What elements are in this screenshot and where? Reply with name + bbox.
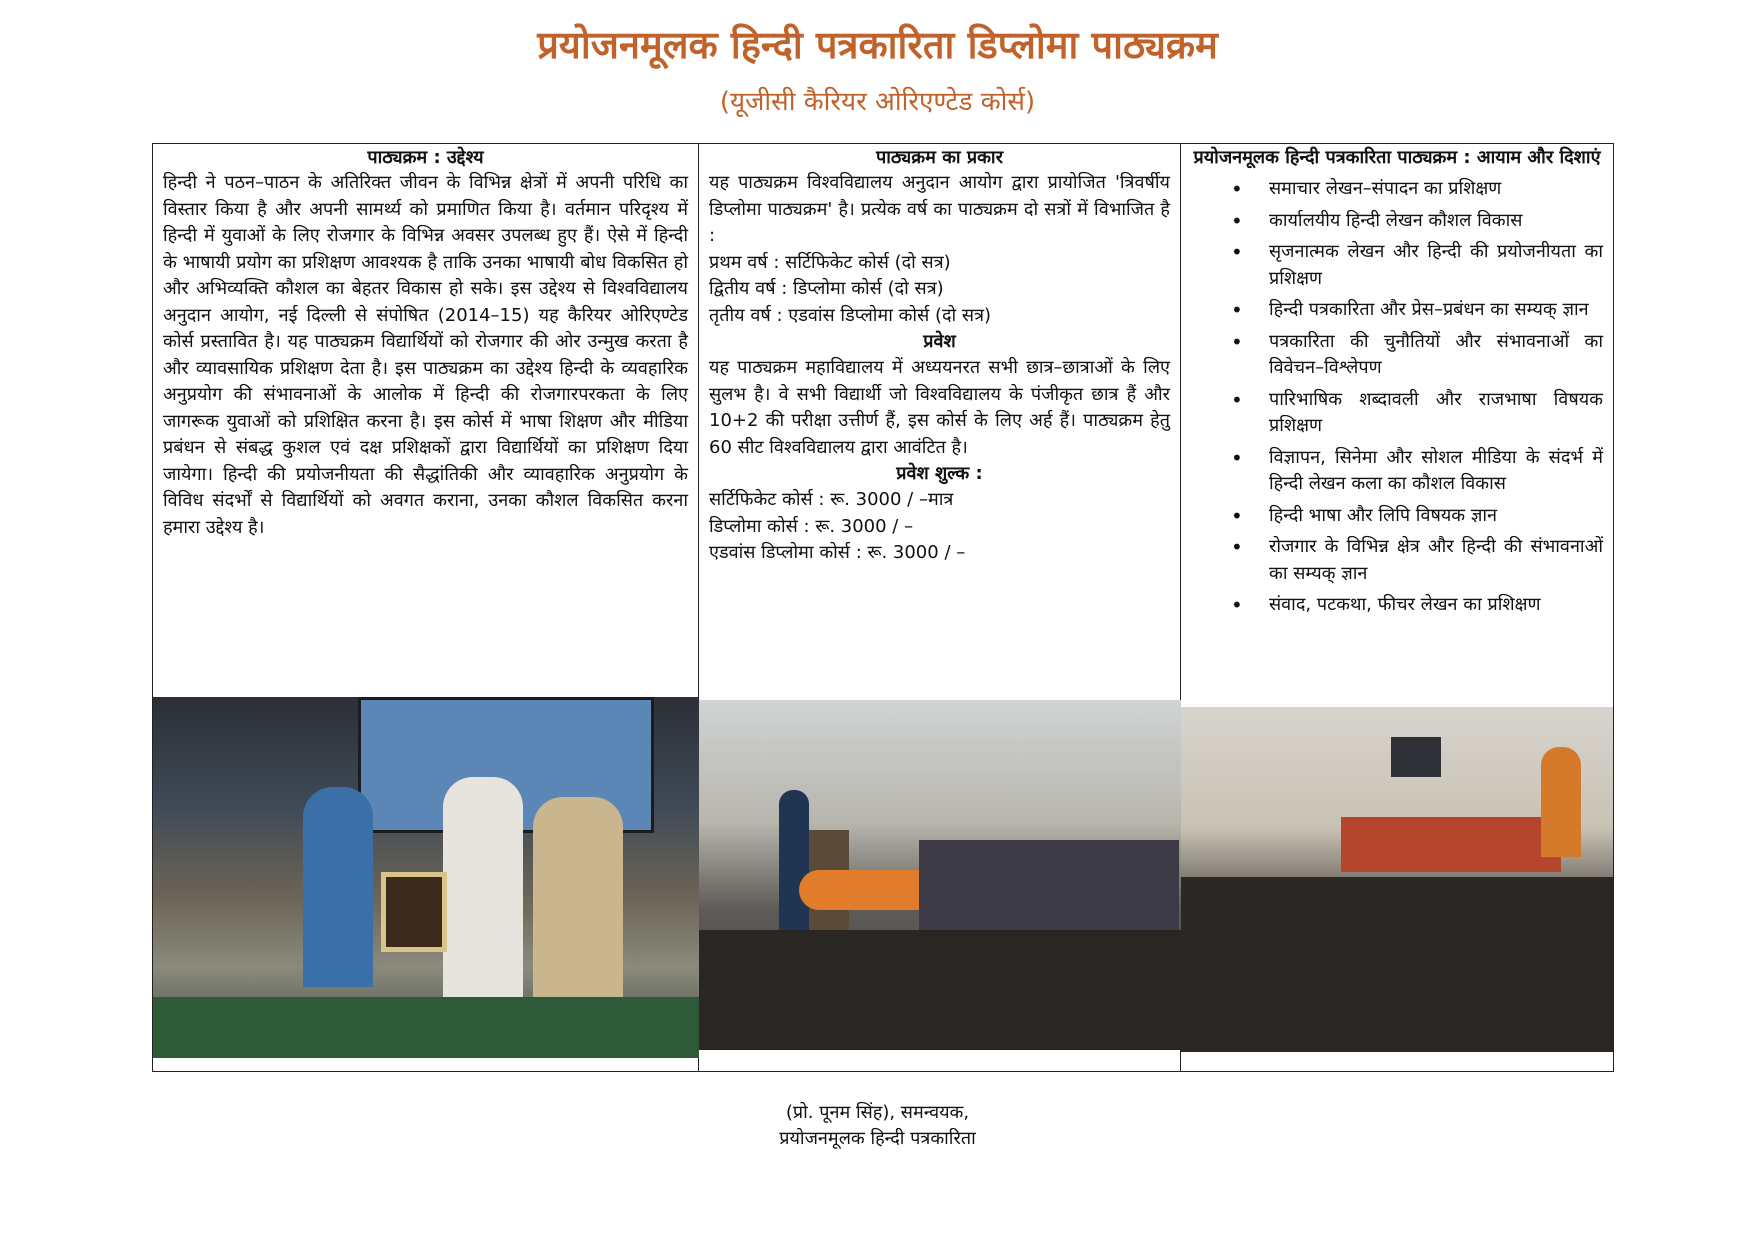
- fee-line: सर्टिफिकेट कोर्स : रू. 3000 / –मात्र: [709, 489, 954, 510]
- list-item: • समाचार लेखन–संपादन का प्रशिक्षण: [1231, 177, 1502, 201]
- year-line: द्वितीय वर्ष : डिप्लोमा कोर्स (दो सत्र): [709, 278, 944, 299]
- bullet-icon: •: [1231, 387, 1243, 412]
- admission-heading: प्रवेश: [923, 331, 956, 352]
- fee-line: डिप्लोमा कोर्स : रू. 3000 / –: [709, 515, 914, 537]
- content-table: [152, 143, 1614, 1072]
- list-item: • सृजनात्मक लेखन और हिन्दी की प्रयोजनीयता का प्रशिक्षण: [1231, 240, 1603, 289]
- signature-block: [0, 1100, 1755, 1152]
- fee-heading: प्रवेश शुल्क :: [896, 463, 983, 484]
- course-type-intro: यह पाठ्यक्रम विश्वविद्यालय अनुदान आयोग द्वारा प्रायोजित 'त्रिवर्षीय डिप्लोमा पाठ्यक्रम' है। प्रत्येक वर्ष का पाठ्यक्रम दो सत्रों में विभाजित है :: [709, 172, 1170, 246]
- list-item: • विज्ञापन, सिनेमा और सोशल मीडिया के संदर्भ में हिन्दी लेखन कला का कौशल विकास: [1231, 445, 1603, 494]
- coordinator-name: (प्रो. पूनम सिंह), समन्वयक,: [785, 1102, 970, 1123]
- list-item: • पारिभाषिक शब्दावली और राजभाषा विषयक प्रशिक्षण: [1231, 387, 1603, 436]
- bullet-icon: •: [1231, 535, 1243, 559]
- objective-paragraph: हिन्दी ने पठन–पाठन के अतिरिक्त जीवन के विभिन्न क्षेत्रों में अपनी परिधि का विस्तार किया है और अपनी सामर्थ्य को प्रमाणित किया है। वर्तमान परिदृश्य में हिन्दी में युवाओं के लिए रोजगार के विभिन्न अवसर उपलब्ध हुए हैं। ऐसे में हिन्दी के भाषायी प्रयोग का प्रशिक्षण आवश्यक है ताकि उनका भाषायी बोध विकसित हो और अभिव्यक्ति कौशल का बेहतर विकास हो सके। इस उद्देश्य से विश्वविद्यालय अनुदान आयोग, नई दिल्ली से संपोषित (2014–15) यह कैरियर ओरिएण्टेड कोर्स प्रस्तावित है। यह पाठ्यक्रम विद्यार्थियों को रोजगार की ओर उन्मुख करता है और व्यावसायिक प्रशिक्षण देता है। इस पाठ्यक्रम का उद्देश्य हिन्दी के व्यवहारिक अनुप्रयोग की संभावनाओं के आलोक में हिन्दी की रोजगारपरकता के लिए जागरूक युवाओं को प्रशिक्षित करना है। इस कोर्स में भाषा शिक्षण और मीडिया प्रबंधन से संबद्ध कुशल एवं दक्ष प्रशिक्षकों द्वारा विद्यार्थियों का प्रशिक्षण दिया जायेगा। हिन्दी की प्रयोजनीयता की सैद्धांतिकी और व्यावहारिक अनुप्रयोग के विविध संदर्भों से विद्यार्थियों को अवगत कराना, उनका कौशल विकसित करना हमारा उद्देश्य है।: [163, 172, 688, 538]
- objective-column: [153, 144, 699, 1071]
- bullet-icon: •: [1231, 593, 1243, 617]
- bullet-icon: •: [1231, 298, 1243, 322]
- list-item: • हिन्दी पत्रकारिता और प्रेस–प्रबंधन का सम्यक् ज्ञान: [1231, 298, 1589, 322]
- list-item: • कार्यालयीय हिन्दी लेखन कौशल विकास: [1231, 208, 1523, 233]
- document-subtitle: (यूजीसी कैरियर ओरिएण्टेड कोर्स): [719, 87, 1036, 117]
- course-type-column: [699, 144, 1181, 1071]
- bullet-icon: •: [1231, 208, 1243, 233]
- year-line: तृतीय वर्ष : एडवांस डिप्लोमा कोर्स (दो सत्र): [709, 304, 992, 326]
- dimensions-column: [1181, 144, 1613, 1071]
- felicitation-photo: [153, 697, 699, 1058]
- dimensions-list: [1181, 176, 1613, 619]
- bullet-icon: •: [1231, 177, 1243, 201]
- course-type-text: [699, 170, 1180, 567]
- objective-heading: पाठ्यक्रम : उद्देश्य: [367, 147, 484, 168]
- course-type-heading: पाठ्यक्रम का प्रकार: [876, 147, 1003, 168]
- year-line: प्रथम वर्ष : सर्टिफिकेट कोर्स (दो सत्र): [709, 251, 951, 273]
- list-item: • संवाद, पटकथा, फीचर लेखन का प्रशिक्षण: [1231, 593, 1541, 617]
- admission-text: यह पाठ्यक्रम महाविद्यालय में अध्ययनरत सभी छात्र–छात्राओं के लिए सुलभ है। वे सभी विद्यार्थी जो विश्वविद्यालय के पंजीकृत छात्र हैं और 10+2 की परीक्षा उत्तीर्ण हैं, इस कोर्स के लिए अर्ह हैं। पाठ्यक्रम हेतु 60 सीट विश्वविद्यालय द्वारा आवंटित है।: [709, 357, 1170, 458]
- bullet-icon: •: [1231, 445, 1243, 470]
- list-item: • रोजगार के विभिन्न क्षेत्र और हिन्दी की संभावनाओं का सम्यक् ज्ञान: [1231, 535, 1603, 584]
- classroom-photo: [1181, 707, 1613, 1052]
- list-item: • हिन्दी भाषा और लिपि विषयक ज्ञान: [1231, 503, 1498, 528]
- bullet-icon: •: [1231, 503, 1243, 528]
- bullet-icon: •: [1231, 240, 1243, 264]
- list-item: • पत्रकारिता की चुनौतियों और संभावनाओं का विवेचन–विश्लेपण: [1231, 329, 1603, 378]
- fee-line: एडवांस डिप्लोमा कोर्स : रू. 3000 / –: [709, 542, 966, 563]
- coordinator-dept: प्रयोजनमूलक हिन्दी पत्रकारिता: [779, 1128, 976, 1149]
- document-title: प्रयोजनमूलक हिन्दी पत्रकारिता डिप्लोमा पाठ्यक्रम: [537, 23, 1218, 67]
- dimensions-heading: प्रयोजनमूलक हिन्दी पत्रकारिता पाठ्यक्रम : आयाम और दिशाएं: [1193, 147, 1601, 168]
- seminar-photo: [699, 700, 1181, 1050]
- bullet-icon: •: [1231, 329, 1243, 354]
- objective-text: [153, 170, 698, 541]
